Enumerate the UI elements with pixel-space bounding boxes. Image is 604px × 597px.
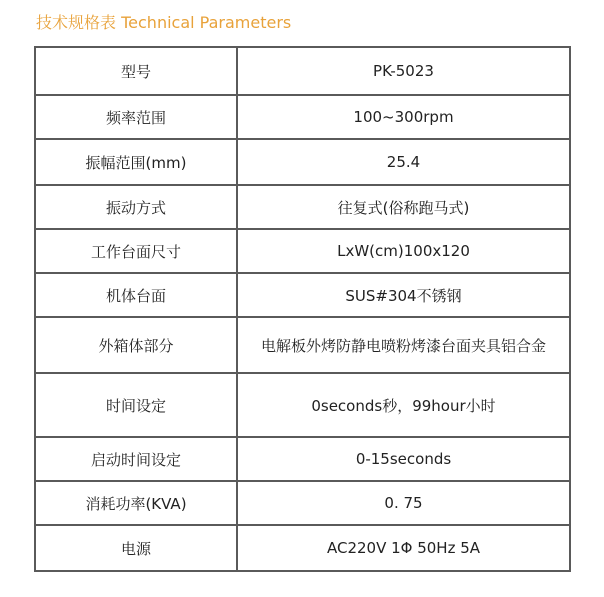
param-label: 振幅范围(mm) xyxy=(35,139,237,185)
table-row xyxy=(35,185,570,229)
table-row xyxy=(35,95,570,139)
param-value: 0-15seconds xyxy=(237,437,570,481)
param-value: LxW(cm)100x120 xyxy=(237,229,570,273)
table-row xyxy=(35,437,570,481)
param-label: 时间设定 xyxy=(35,373,237,437)
param-value: AC220V 1Φ 50Hz 5A xyxy=(237,525,570,571)
table-row xyxy=(35,481,570,525)
table-row xyxy=(35,139,570,185)
table-row xyxy=(35,229,570,273)
table-row xyxy=(35,273,570,317)
param-label: 启动时间设定 xyxy=(35,437,237,481)
param-value: 往复式(俗称跑马式) xyxy=(237,185,570,229)
page-title xyxy=(36,12,291,34)
title-chinese: 技术规格表 xyxy=(36,13,117,32)
param-value: 25.4 xyxy=(237,139,570,185)
param-value: 100~300rpm xyxy=(237,95,570,139)
param-value: 0seconds秒，99hour小时 xyxy=(237,373,570,437)
param-value: 0. 75 xyxy=(237,481,570,525)
param-label: 机体台面 xyxy=(35,273,237,317)
param-label: 型号 xyxy=(35,47,237,95)
param-label: 工作台面尺寸 xyxy=(35,229,237,273)
param-value: SUS#304不锈钢 xyxy=(237,273,570,317)
table-row xyxy=(35,47,570,95)
param-value: 电解板外烤防静电喷粉烤漆台面夹具铝合金 xyxy=(237,317,570,373)
param-label: 电源 xyxy=(35,525,237,571)
table-row xyxy=(35,317,570,373)
title-english: Technical Parameters xyxy=(121,13,292,32)
param-label: 振动方式 xyxy=(35,185,237,229)
table-row xyxy=(35,525,570,571)
param-label: 消耗功率(KVA) xyxy=(35,481,237,525)
param-label: 外箱体部分 xyxy=(35,317,237,373)
param-value: PK-5023 xyxy=(237,47,570,95)
parameters-table xyxy=(34,46,571,572)
param-label: 频率范围 xyxy=(35,95,237,139)
table-row xyxy=(35,373,570,437)
